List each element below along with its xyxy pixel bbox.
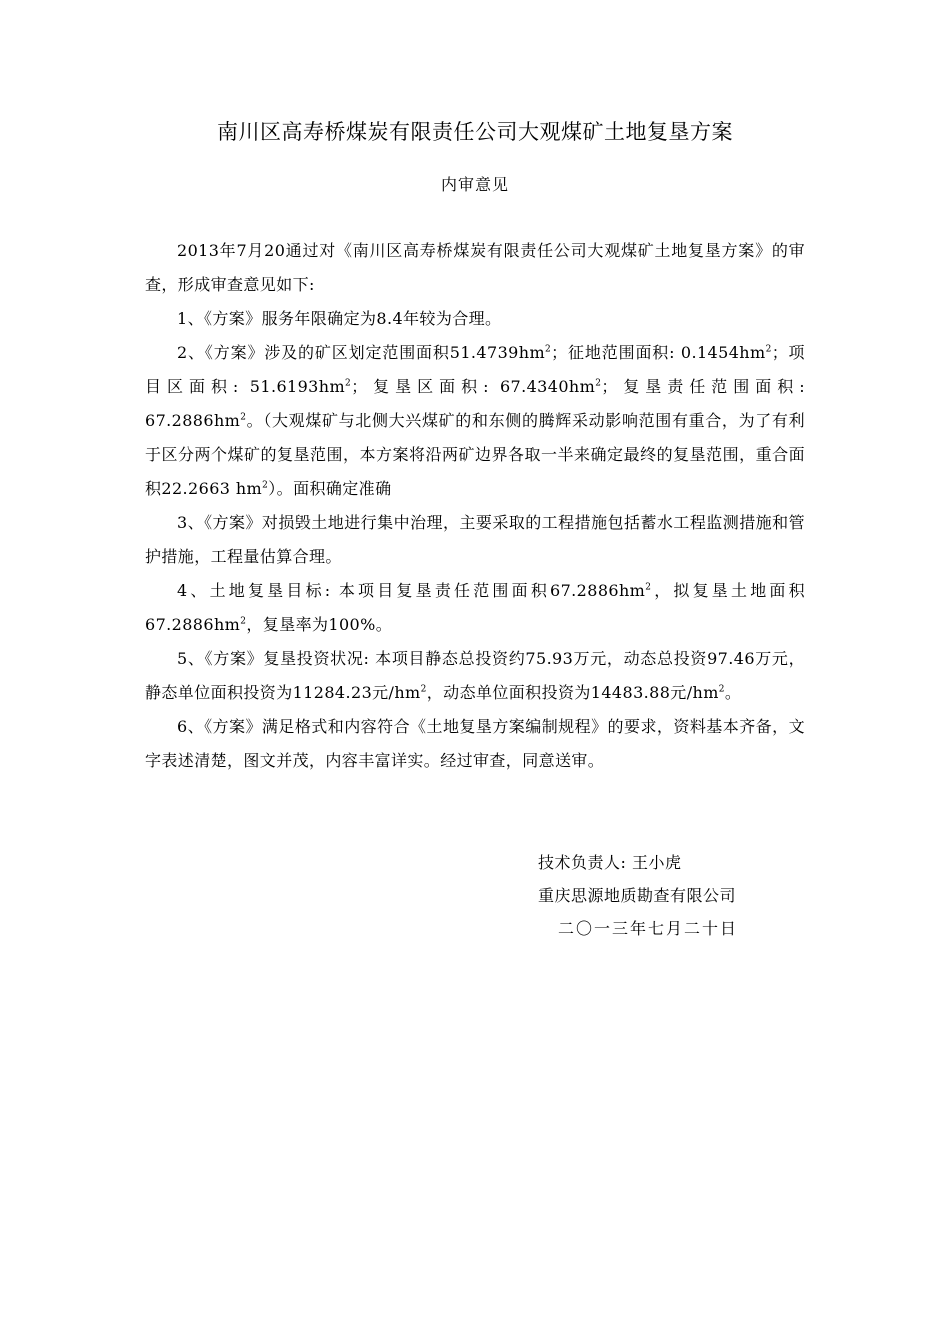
item-4-text: ，复垦率为100%。	[246, 615, 393, 634]
item-2-text: ）。面积确定准确	[268, 479, 392, 498]
superscript: 2	[718, 684, 725, 695]
superscript: 2	[420, 684, 427, 695]
superscript: 2	[240, 412, 247, 423]
signature-company: 重庆思源地质勘查有限公司	[538, 886, 737, 905]
document-body	[145, 234, 805, 778]
signature-person: 技术负责人: 王小虎	[538, 853, 682, 872]
signature-date: 二〇一三年七月二十日	[558, 919, 739, 938]
superscript: 2	[595, 378, 602, 389]
intro-paragraph: 2013年7月20通过对《南川区高寿桥煤炭有限责任公司大观煤矿土地复垦方案》的审查，形成审查意见如下:	[145, 241, 805, 294]
item-4-paragraph	[145, 574, 805, 642]
item-4-text: ，拟复垦土地面积67.2886hm	[145, 581, 805, 634]
superscript: 2	[765, 344, 772, 355]
document-subtitle: 内审意见	[440, 175, 509, 194]
item-5-text: 。	[724, 683, 742, 702]
item-6-paragraph: 6、《方案》满足格式和内容符合《土地复垦方案编制规程》的要求，资料基本齐备，文字表述清楚，图文并茂，内容丰富详实。经过审查，同意送审。	[145, 717, 805, 770]
item-3-paragraph: 3、《方案》对损毁土地进行集中治理，主要采取的工程措施包括蓄水工程监测措施和管护措施，工程量估算合理。	[145, 513, 805, 566]
superscript: 2	[645, 582, 652, 593]
signature-block	[538, 846, 738, 945]
superscript: 2	[545, 344, 552, 355]
item-4-text: 4、土地复垦目标: 本项目复垦责任范围面积67.2886hm	[177, 581, 646, 600]
superscript: 2	[240, 616, 247, 627]
item-5-text: 5、《方案》复垦投资状况: 本项目静态总投资约75.93万元，动态总投资97.46万元，静态单位面积投资为11284.23元/hm	[145, 649, 805, 702]
item-2-text: ；复垦区面积: 67.4340hm	[351, 377, 596, 396]
item-1-paragraph: 1、《方案》服务年限确定为8.4年较为合理。	[177, 309, 502, 328]
item-2-text: ；复垦责任范围面积: 67.2886hm	[145, 377, 805, 430]
item-2-text: ；征地范围面积: 0.1454hm	[551, 343, 766, 362]
superscript: 2	[262, 480, 269, 491]
item-2-text: ；项目区面积: 51.6193hm	[145, 343, 805, 396]
item-2-text: 2、《方案》涉及的矿区划定范围面积51.4739hm	[177, 343, 546, 362]
item-2-text: 。（大观煤矿与北侧大兴煤矿的和东侧的腾辉采动影响范围有重合，为了有利于区分两个煤矿的复垦范围，本方案将沿两矿边界各取一半来确定最终的复垦范围，重合面积22.2663 hm	[145, 411, 805, 498]
item-5-paragraph	[145, 642, 805, 710]
item-2-paragraph	[145, 336, 805, 506]
document-title: 南川区高寿桥煤炭有限责任公司大观煤矿土地复垦方案	[217, 120, 733, 144]
item-5-text: ，动态单位面积投资为14483.88元/hm	[426, 683, 719, 702]
superscript: 2	[345, 378, 352, 389]
